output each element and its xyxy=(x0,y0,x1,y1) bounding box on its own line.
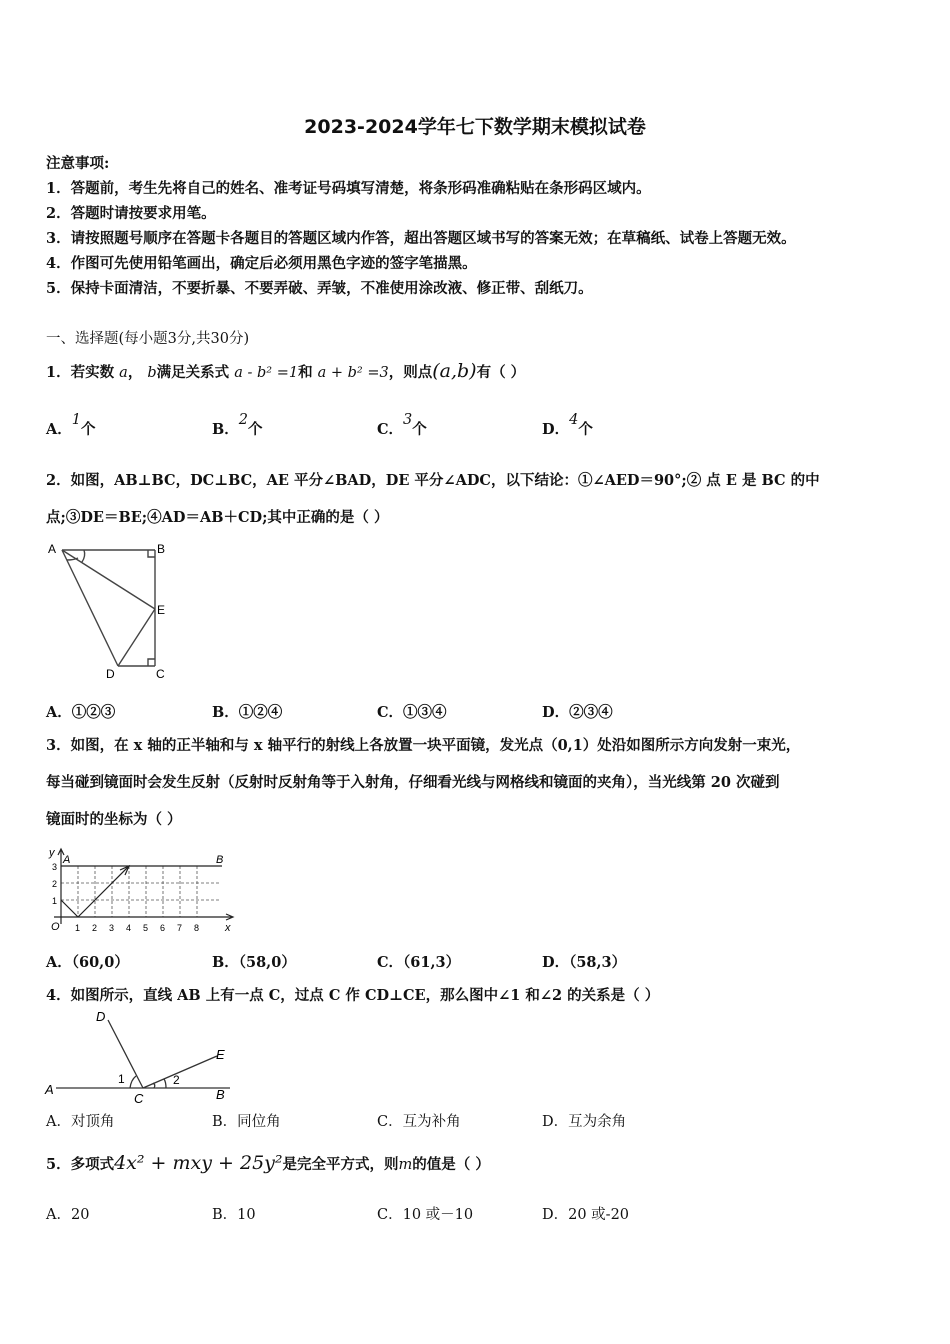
option-unit: 个 xyxy=(248,421,263,438)
notice-heading: 注意事项: xyxy=(46,155,110,172)
q2-figure xyxy=(40,538,180,683)
q3-xtick: 1 xyxy=(75,923,81,933)
option-number: 1 xyxy=(71,412,81,428)
q3-xtick: 4 xyxy=(126,923,132,933)
q4-option-b[interactable]: B．同位角 xyxy=(212,1114,281,1130)
q2-label-e: E xyxy=(157,603,166,617)
q4-angle-2: 2 xyxy=(173,1073,180,1087)
q4-angle-1: 1 xyxy=(118,1072,125,1086)
q3-label-a: A xyxy=(63,854,71,866)
option-number: 3 xyxy=(403,412,413,428)
notice-item-5: 5．保持卡面清洁，不要折暴、不要弄破、弄皱，不准使用涂改液、修正带、刮纸刀。 xyxy=(46,280,593,297)
q1-option-d[interactable] xyxy=(542,412,593,439)
q4-option-c[interactable]: C．互为补角 xyxy=(377,1114,461,1130)
option-letter: C． xyxy=(377,421,404,438)
q3-option-b[interactable]: B．（58,0） xyxy=(212,954,296,971)
q2-label-a: A xyxy=(48,542,57,556)
q1-sep: ， xyxy=(127,364,143,381)
q1-mid: 满足关系式 xyxy=(156,364,230,381)
option-unit: 个 xyxy=(578,421,593,438)
q3-xtick: 8 xyxy=(194,923,200,933)
q5-var-m: m xyxy=(398,1157,413,1173)
q1-var-a: a xyxy=(119,365,128,381)
notice-item-2: 2．答题时请按要求用笔。 xyxy=(46,205,216,222)
q1-option-a[interactable] xyxy=(46,412,96,439)
q2-label-b: B xyxy=(157,542,166,556)
q1-option-c[interactable] xyxy=(377,412,427,439)
q3-ytick-1: 1 xyxy=(52,896,58,906)
q2-option-d[interactable]: D．②③④ xyxy=(542,704,613,721)
q2-label-c: C xyxy=(156,667,165,681)
q2-option-a[interactable]: A．①②③ xyxy=(46,704,116,721)
q1-and: 和 xyxy=(298,364,313,381)
q3-option-d[interactable]: D．（58,3） xyxy=(542,954,627,971)
q5-option-a[interactable]: A．20 xyxy=(46,1207,90,1223)
question-3-line-3: 镜面时的坐标为（ ） xyxy=(46,811,182,828)
q4-label-b: B xyxy=(216,1087,225,1102)
q1-option-b[interactable] xyxy=(212,412,263,439)
q3-xtick: 2 xyxy=(92,923,98,933)
q1-var-b: b xyxy=(147,365,157,381)
q2-option-c[interactable]: C．①③④ xyxy=(377,704,447,721)
q5-option-b[interactable]: B．10 xyxy=(212,1207,256,1223)
q1-equation-2: a + b² =3 xyxy=(317,365,389,381)
question-1 xyxy=(46,360,525,382)
q4-label-e: E xyxy=(216,1047,225,1062)
question-5 xyxy=(46,1152,490,1174)
option-number: 2 xyxy=(238,412,248,428)
q1-equation-1: a - b² =1 xyxy=(234,365,299,381)
q3-xtick: 7 xyxy=(177,923,183,933)
q4-label-d: D xyxy=(96,1009,106,1024)
q3-xtick: 6 xyxy=(160,923,166,933)
page-title: 2023-2024学年七下数学期末模拟试卷 xyxy=(304,116,646,138)
q1-suffix: 有（ ） xyxy=(476,364,526,381)
q5-option-c[interactable]: C．10 或－10 xyxy=(377,1207,474,1223)
q1-then: ，则点 xyxy=(388,364,433,381)
q3-origin: O xyxy=(51,921,60,933)
q4-figure xyxy=(40,1006,240,1106)
option-unit: 个 xyxy=(412,421,427,438)
q4-label-a: A xyxy=(45,1082,54,1097)
q2-label-d: D xyxy=(106,667,115,681)
notice-item-4: 4．作图可先使用铅笔画出，确定后必须用黑色字迹的签字笔描黑。 xyxy=(46,255,477,272)
question-4: 4．如图所示，直线 AB 上有一点 C，过点 C 作 CD⊥CE，那么图中∠1 和∠2 的关系是（ ） xyxy=(46,987,660,1004)
q3-axis-x: x xyxy=(225,922,231,934)
notice-item-3: 3．请按照题号顺序在答题卡各题目的答题区域内作答，超出答题区域书写的答案无效；在草稿纸、试卷上答题无效。 xyxy=(46,230,796,247)
q4-option-d[interactable]: D．互为余角 xyxy=(542,1114,627,1130)
question-3-line-2: 每当碰到镜面时会发生反射（反射时反射角等于入射角，仔细看光线与网格线和镜面的夹角），当光线第 20 次碰到 xyxy=(46,774,780,791)
q3-ytick-3: 3 xyxy=(52,862,58,872)
q3-option-c[interactable]: C．（61,3） xyxy=(377,954,461,971)
question-2-line-1: 2．如图，AB⊥BC，DC⊥BC，AE 平分∠BAD，DE 平分∠ADC，以下结论：①∠AED＝90°;② 点 E 是 BC 的中 xyxy=(46,472,820,489)
q5-option-d[interactable]: D．20 或-20 xyxy=(542,1207,630,1223)
option-letter: B． xyxy=(212,421,239,438)
q3-option-a[interactable]: A．（60,0） xyxy=(46,954,129,971)
option-unit: 个 xyxy=(81,421,96,438)
q3-label-b: B xyxy=(216,854,224,866)
q3-xtick: 3 xyxy=(109,923,115,933)
q3-axis-y: y xyxy=(49,847,55,859)
option-letter: A． xyxy=(46,421,72,438)
q5-mid: 是完全平方式，则 xyxy=(282,1156,399,1173)
q5-suffix: 的值是（ ） xyxy=(412,1156,490,1173)
q1-prefix: 1．若实数 xyxy=(46,364,115,381)
question-2-line-2: 点;③DE＝BE;④AD＝AB＋CD;其中正确的是（ ） xyxy=(46,509,389,526)
q4-label-c: C xyxy=(134,1091,144,1106)
q3-figure xyxy=(40,842,240,937)
q2-option-b[interactable]: B．①②④ xyxy=(212,704,283,721)
question-3-line-1: 3．如图，在 x 轴的正半轴和与 x 轴平行的射线上各放置一块平面镜，发光点（0,1）处沿如图所示方向发射一束光， xyxy=(46,737,801,754)
q5-expression: 4x² + mxy + 25y² xyxy=(114,1152,283,1174)
option-number: 4 xyxy=(569,412,579,428)
q1-point: (a,b) xyxy=(432,360,477,382)
q5-prefix: 5．多项式 xyxy=(46,1156,115,1173)
q4-option-a[interactable]: A．对顶角 xyxy=(46,1114,115,1130)
notice-item-1: 1．答题前，考生先将自己的姓名、准考证号码填写清楚，将条形码准确粘贴在条形码区域内。 xyxy=(46,180,651,197)
q3-ytick-2: 2 xyxy=(52,879,58,889)
section-heading: 一、选择题(每小题3分,共30分) xyxy=(46,331,250,347)
option-letter: D． xyxy=(542,421,570,438)
q3-xtick: 5 xyxy=(143,923,149,933)
